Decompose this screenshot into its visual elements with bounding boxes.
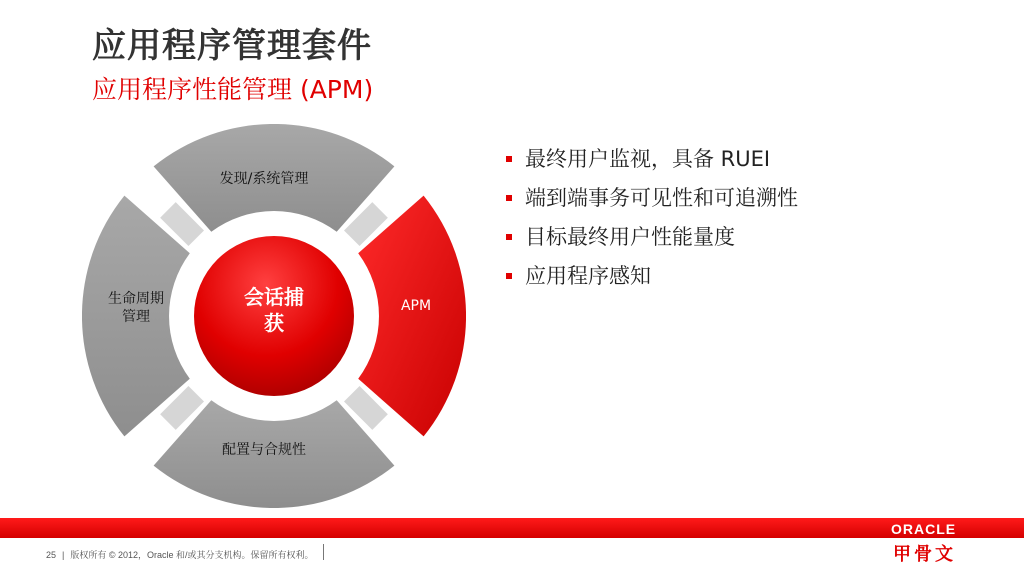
list-item: [506, 146, 798, 172]
bullet-square-icon: [506, 234, 512, 240]
center-label-line2: 获: [264, 311, 284, 335]
slide-title: 应用程序管理套件: [92, 26, 372, 66]
bullet-square-icon: [506, 156, 512, 162]
list-item: [506, 263, 798, 289]
list-item: [506, 224, 798, 250]
bullet-list: [506, 146, 798, 302]
segment-bottom-label: 配置与合规性: [222, 442, 306, 458]
segment-right: [358, 196, 466, 437]
footer-red-bar: [0, 518, 1024, 538]
list-item: [506, 185, 798, 211]
footer: [46, 548, 314, 561]
apm-cycle-diagram: [82, 124, 466, 508]
bullet-text: 应用程序感知: [525, 264, 651, 288]
footer-separator: |: [62, 550, 65, 560]
segment-top-label: 发现/系统管理: [219, 171, 309, 187]
bullet-text: 端到端事务可见性和可追溯性: [525, 186, 798, 210]
bullet-text: 目标最终用户性能量度: [525, 225, 735, 249]
center-label-line1: 会话捕: [244, 285, 304, 309]
segment-left-label-line2: 管理: [122, 309, 150, 325]
oracle-logo-text: ORACLE: [891, 521, 957, 537]
copyright-text: 版权所有 © 2012，Oracle 和/或其分支机构。保留所有权利。: [70, 550, 314, 560]
oracle-logo-chinese: 甲骨文: [893, 544, 956, 565]
segment-right-label: APM: [400, 298, 432, 314]
bullet-square-icon: [506, 273, 512, 279]
segment-left-label-line1: 生命周期: [108, 291, 164, 307]
bullet-square-icon: [506, 195, 512, 201]
footer-divider: [323, 544, 324, 560]
page-number: 25: [46, 550, 57, 560]
bullet-text: 最终用户监视，具备 RUEI: [525, 147, 771, 171]
slide-subtitle: 应用程序性能管理 (APM): [92, 75, 374, 104]
